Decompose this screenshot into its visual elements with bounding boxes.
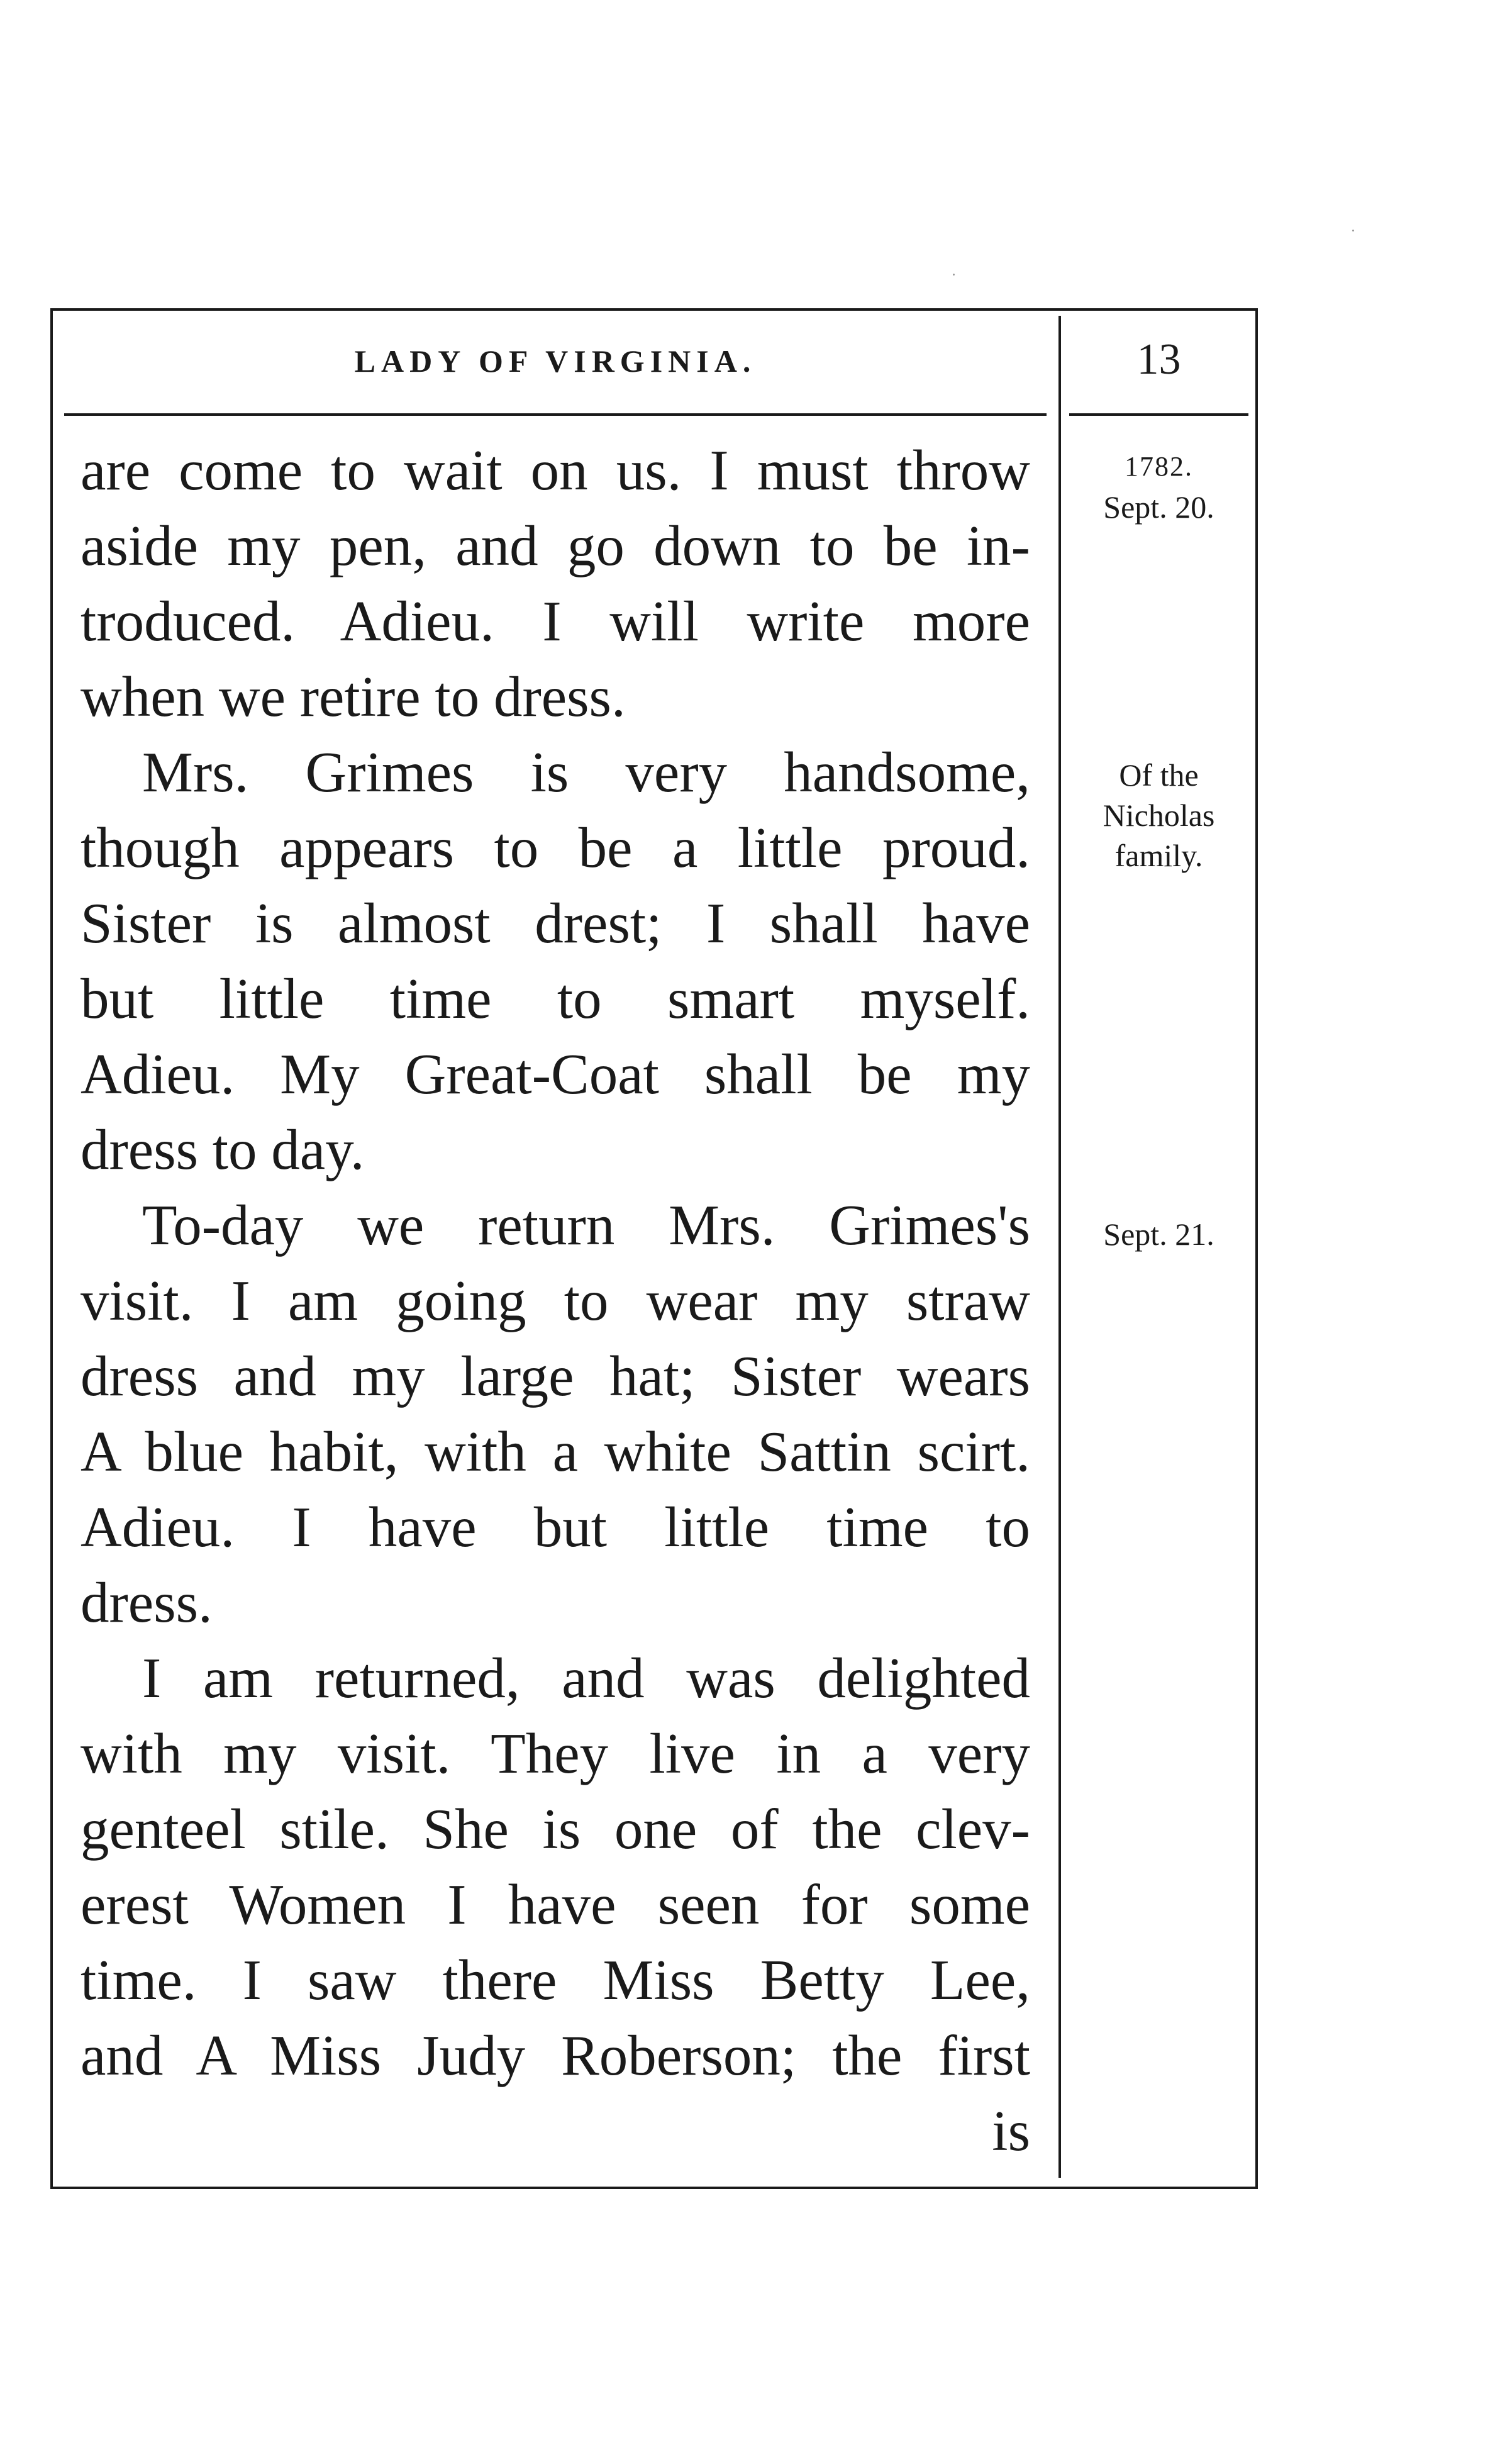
text-line: To-day we return Mrs. Grimes's — [142, 1193, 1030, 1257]
header-rule-margin-column — [1069, 413, 1248, 416]
column-divider — [1058, 316, 1061, 2178]
margin-note-year: 1782. — [1125, 451, 1193, 482]
text-line: are come to wait on us. I must throw — [81, 438, 1030, 502]
text-line: and A Miss Judy Roberson; the first — [81, 2024, 1030, 2087]
header-rule-text-column — [64, 413, 1047, 416]
text-line: Adieu. I have but little time to — [81, 1495, 1030, 1559]
paper-speck — [953, 274, 955, 276]
body-text — [81, 433, 1030, 2169]
margin-note-line: Of the — [1119, 757, 1199, 793]
text-line: Adieu. My Great-Coat shall be my — [81, 1042, 1030, 1106]
paper-speck — [1352, 230, 1354, 231]
page-number: 13 — [1136, 335, 1181, 384]
text-line: time. I saw there Miss Betty Lee, — [81, 1948, 1030, 2012]
text-line: with my visit. They live in a very — [81, 1722, 1030, 1785]
text-line: dress. — [81, 1571, 213, 1634]
text-line: Sister is almost drest; I shall have — [81, 891, 1030, 955]
running-title: LADY OF VIRGINIA. — [354, 343, 757, 379]
text-line: Mrs. Grimes is very handsome, — [142, 740, 1030, 804]
margin-note-line: Nicholas — [1103, 798, 1215, 833]
text-line: but little time to smart myself. — [81, 967, 1030, 1030]
text-line: I am returned, and was delighted — [142, 1646, 1030, 1710]
catchword: is — [992, 2099, 1030, 2163]
margin-note-sept-21: Sept. 21. — [1103, 1217, 1214, 1252]
margin-note-line: family. — [1114, 838, 1203, 873]
text-line: aside my pen, and go down to be in- — [81, 514, 1030, 577]
text-line: dress to day. — [81, 1118, 365, 1181]
margin-note-nicholas-family — [1069, 755, 1248, 876]
text-line: A blue habit, with a white Sattin scirt. — [81, 1420, 1030, 1483]
margin-note-sept-20: Sept. 20. — [1103, 489, 1214, 525]
text-line: dress and my large hat; Sister wears — [81, 1344, 1030, 1408]
margin-note-date-sept-20 — [1069, 447, 1248, 527]
text-line: when we retire to dress. — [81, 665, 626, 728]
text-line: erest Women I have seen for some — [81, 1873, 1030, 1936]
text-line: visit. I am going to wear my straw — [81, 1269, 1030, 1332]
text-line: genteel stile. She is one of the clev- — [81, 1797, 1030, 1861]
text-line: though appears to be a little proud. — [81, 816, 1030, 879]
text-line: troduced. Adieu. I will write more — [81, 589, 1030, 653]
